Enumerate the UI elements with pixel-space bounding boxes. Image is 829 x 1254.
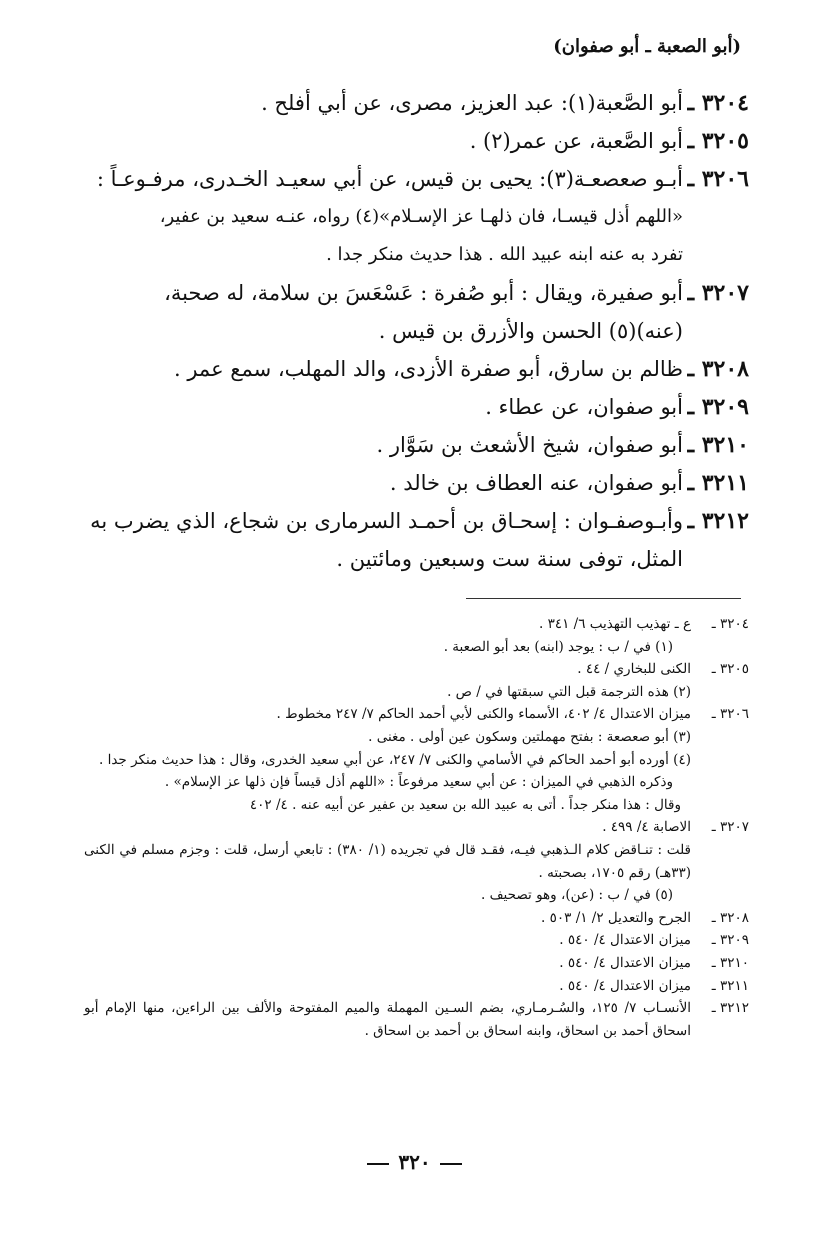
entry-text: [79, 84, 683, 122]
folio-dash: [440, 1163, 462, 1165]
footnote: [84, 726, 749, 749]
footnote-line: (١) في / ب : يوجد (ابنه) بعد أبو الصعبة .: [443, 638, 673, 655]
entry-line: «اللهم أذل قيسـا، فان ذلهـا عز الإسـلام»(٤) رواه، عنـه سعيد بن عفير،: [159, 206, 683, 227]
footnote-ref-number: ٣٢١٢ ـ: [711, 1000, 749, 1017]
footnote-line: وقال : هذا منكر جداً . أتى به عبيد الله بن سعيد بن عفير عن أبيه عنه . ٤/ ٤٠٢: [249, 796, 681, 813]
footnote: [84, 771, 749, 816]
footnote-line: ميزان الاعتدال ٤/ ٤٠٢، الأسماء والكنى لأبي أحمد الحاكم ٧/ ٢٤٧ مخطوط .: [276, 706, 691, 723]
footnote: [84, 613, 749, 636]
entry-text: [79, 502, 683, 578]
footnote-text: [84, 975, 691, 998]
entry-number: ٣٢٠٦ ـ: [687, 166, 749, 192]
footnote-text: [84, 929, 691, 952]
running-header: (أبو الصعبة ـ أبو صفوان): [553, 36, 741, 57]
entry-number: ٣٢٠٩ ـ: [687, 394, 749, 420]
entry-number: ٣٢٠٨ ـ: [687, 356, 749, 382]
footnotes-list: [84, 613, 749, 1042]
entry-3207: [79, 274, 749, 350]
footnote-ref-number: ٣٢٠٧ ـ: [711, 819, 749, 836]
footnote-line: الاصابة ٤/ ٤٩٩ .: [602, 819, 691, 836]
footnote: [84, 929, 749, 952]
footnote-line: وذكره الذهبي في الميزان : عن أبي سعيد مرفوعاً : «اللهم أذل قيساً فإن ذلها عز الإسلام» .: [164, 774, 673, 791]
footnote: [84, 658, 749, 681]
entry-number: ٣٢١١ ـ: [687, 470, 749, 496]
footnote-text: [84, 703, 691, 726]
footnote-ref-number: ٣٢٠٦ ـ: [711, 706, 749, 723]
entry-line: تفرد به عنه ابنه عبيد الله . هذا حديث منكر جدا .: [326, 244, 683, 265]
entry-line: أبو صفوان، شيخ الأشعث بن سَوَّار .: [376, 433, 683, 457]
footnote: [84, 749, 749, 772]
footnote-text: [84, 726, 691, 749]
footnote-text: [84, 749, 691, 772]
entry-line: المثل، توفى سنة ست وسبعين ومائتين .: [336, 547, 683, 571]
footnote-ref-number: ٣٢١١ ـ: [711, 977, 749, 994]
page-number: [0, 1150, 829, 1174]
footnote: [84, 997, 749, 1042]
entry-number: ٣٢١٢ ـ: [687, 508, 749, 534]
footnote-text: [84, 884, 691, 907]
footnote: [84, 952, 749, 975]
footnote-line: ميزان الاعتدال ٤/ ٥٤٠ .: [559, 932, 691, 949]
entry-number: ٣٢٠٤ ـ: [687, 90, 749, 116]
footnote-text: [84, 636, 691, 659]
entry-3209: [79, 388, 749, 426]
footnote-line: (٢) هذه الترجمة قبل التي سبقتها في / ص .: [447, 683, 691, 700]
footnote-text: [84, 816, 691, 839]
footnote-ref-number: ٣٢١٠ ـ: [711, 954, 749, 971]
footnote-separator: [466, 598, 741, 599]
footnote: [84, 884, 749, 907]
footnote-ref-number: ٣٢٠٨ ـ: [711, 909, 749, 926]
entry-text: [79, 160, 683, 274]
footnote-line: الأنسـاب ٧/ ١٢٥، والسُـرمـاري، بضم السـين المهملة والميم المفتوحة والألف بين الراءين، منها الإمام أبو اسحاق أحمد بن اسحاق، وابنه اسحاق بن أحمد بن اسحاق .: [84, 1000, 692, 1039]
footnote-ref-number: ٣٢٠٩ ـ: [711, 932, 749, 949]
footnote: [84, 636, 749, 659]
footnote: [84, 839, 749, 884]
footnote-text: [84, 997, 691, 1042]
entries-list: [79, 84, 749, 578]
footnote: [84, 907, 749, 930]
footnote-line: (٤) أورده أبو أحمد الحاكم في الأسامي والكنى ٧/ ٢٤٧، عن أبي سعيد الخدرى، وقال : هذا حديث منكر جدا .: [99, 751, 691, 768]
entry-text: [79, 426, 683, 464]
entry-line: أبو صفيرة، ويقال : أبو صُفرة : عَسْعَسَ بن سلامة، له صحبة،: [164, 281, 683, 305]
footnote: [84, 681, 749, 704]
footnote-line: الكنى للبخاري / ٤٤ .: [577, 661, 691, 678]
entry-3208: [79, 350, 749, 388]
entry-line: (عنه)(٥) الحسن والأزرق بن قيس .: [378, 319, 683, 343]
page-number-value: ٣٢٠: [398, 1150, 431, 1174]
footnote-ref-number: ٣٢٠٤ ـ: [711, 616, 749, 632]
entry-line: أبو صفوان، عنه العطاف بن خالد .: [389, 471, 683, 495]
footnote-text: [84, 952, 691, 975]
folio-dash: [367, 1163, 389, 1165]
footnote-line: (٥) في / ب : (عن)، وهو تصحيف .: [480, 887, 673, 904]
entry-3204: [79, 84, 749, 122]
entry-line: أبو صفوان، عن عطاء .: [485, 395, 683, 419]
footnote-text: [84, 907, 691, 930]
entry-3206: [79, 160, 749, 274]
entry-text: [79, 388, 683, 426]
entry-text: [79, 350, 683, 388]
entry-text: [79, 122, 683, 160]
footnote-line: الجرح والتعديل ٢/ ١/ ٥٠٣ .: [541, 909, 691, 926]
footnote: [84, 975, 749, 998]
entry-line: أبو الصَّعبة، عن عمر(٢) .: [469, 129, 683, 153]
entry-number: ٣٢٠٧ ـ: [687, 280, 749, 306]
footnote-text: [84, 839, 691, 884]
entry-number: ٣٢٠٥ ـ: [687, 128, 749, 154]
entry-line: أبـو صعصعـة(٣): يحيى بن قيس، عن أبي سعيـد الخـدرى، مرفـوعـاً :: [96, 167, 683, 191]
footnote-text: [84, 658, 691, 681]
footnote-line: قلت : تنـاقض كلام الـذهبي فيـه، فقـد قال في تجريده (١/ ٣٨٠) : تابعي أرسل، قلت : وجزم مسلم في الكنى (٣٣هـ) رقم ١٧٠٥، بصحبته .: [84, 841, 691, 881]
entry-3205: [79, 122, 749, 160]
footnote: [84, 816, 749, 839]
footnote-line: ميزان الاعتدال ٤/ ٥٤٠ .: [559, 954, 691, 971]
entry-line: وأبـوصفـوان : إسحـاق بن أحمـد السرمارى بن شجاع، الذي يضرب به: [90, 509, 683, 533]
entry-number: ٣٢١٠ ـ: [687, 432, 749, 458]
entry-text: [79, 464, 683, 502]
entry-3210: [79, 426, 749, 464]
entry-line: أبو الصَّعبة(١): عبد العزيز، مصرى، عن أبي أفلح .: [261, 91, 683, 115]
footnote-text: [84, 771, 691, 816]
entry-3212: [79, 502, 749, 578]
footnote-ref-number: ٣٢٠٥ ـ: [711, 661, 749, 678]
entry-line: ظالم بن سارق، أبو صفرة الأزدى، والد المهلب، سمع عمر .: [173, 357, 683, 381]
footnote-line: ع ـ تهذيب التهذيب ٦/ ٣٤١ .: [539, 616, 691, 632]
footnote: [84, 703, 749, 726]
footnote-text: [84, 681, 691, 704]
entry-text: [79, 274, 683, 350]
footnote-line: (٣) أبو صعصعة : بفتح مهملتين وسكون عين أولى . مغنى .: [368, 728, 691, 745]
entry-3211: [79, 464, 749, 502]
footnote-line: ميزان الاعتدال ٤/ ٥٤٠ .: [559, 977, 691, 994]
footnote-text: [84, 613, 691, 636]
